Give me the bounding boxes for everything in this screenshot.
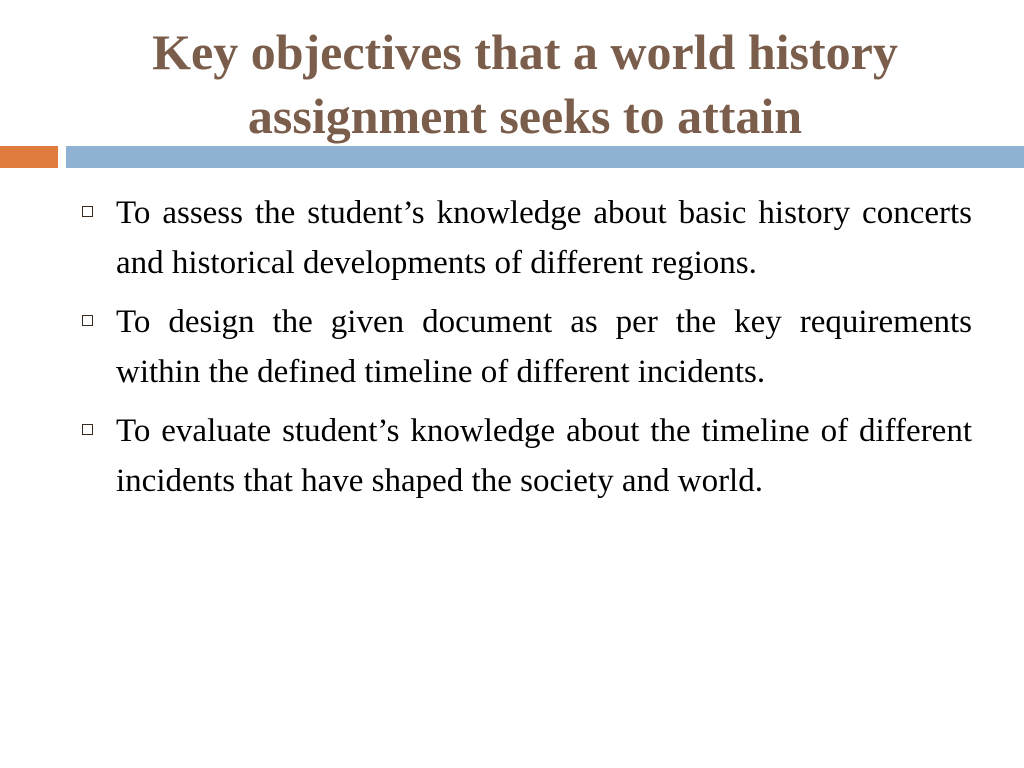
hollow-square-bullet-icon [82,315,93,326]
bullet-text: To evaluate student’s knowledge about the timeline of different incidents that have shaped the society and world. [116,413,972,499]
slide-title [40,20,1010,148]
slide-title-line-2: assignment seeks to attain [247,88,803,144]
bullet-text: To assess the student’s knowledge about basic history concerts and historical developments of different regions. [116,195,972,281]
accent-bar-blue [66,146,1024,168]
hollow-square-bullet-icon [82,424,93,435]
bullet-item [76,406,972,506]
hollow-square-bullet-icon [82,206,93,217]
bullet-item [76,297,972,397]
accent-bar-orange [0,146,58,168]
bullet-text: To design the given document as per the key requirements within the defined timeline of different incidents. [116,304,972,390]
bullet-item [76,188,972,288]
slide-title-line-1: Key objectives that a world history [152,24,898,80]
bullet-list [76,188,972,515]
